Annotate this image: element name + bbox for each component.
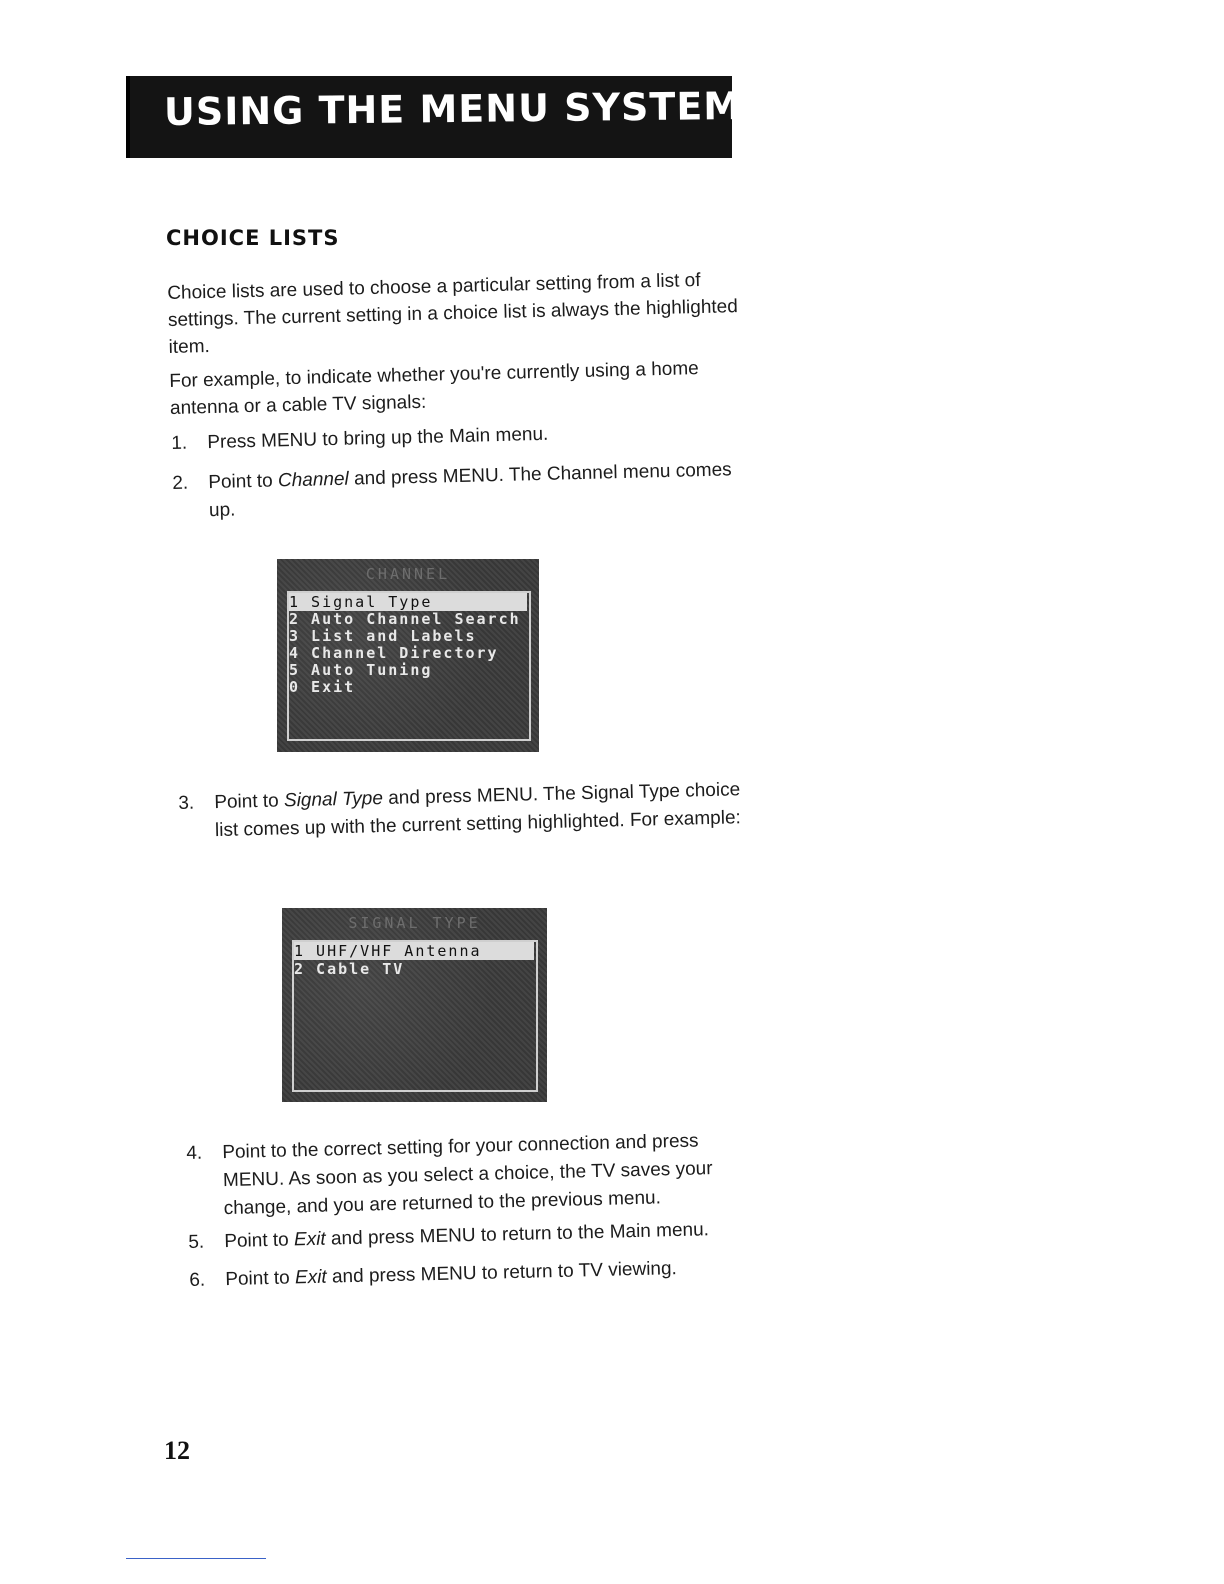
menu-item-reference: Signal Type	[283, 787, 384, 812]
step-number: 1.	[171, 432, 188, 454]
channel-menu-screenshot	[277, 559, 539, 752]
channel-menu-item: 0 Exit	[289, 678, 356, 696]
step-number: 6.	[189, 1269, 206, 1291]
step-text: Point to Exit and press MENU to return to TV viewing.	[225, 1258, 678, 1291]
chapter-title: USING THE MENU SYSTEM	[163, 83, 743, 134]
signal-menu-item: 2 Cable TV	[294, 960, 405, 978]
example-paragraph: For example, to indicate whether you're currently using a home antenna or a cable TV signals:	[169, 358, 699, 419]
step-number: 4.	[186, 1142, 203, 1164]
signal-menu-item: 1 UHF/VHF Antenna	[294, 942, 534, 960]
step-text: Point to Channel and press MENU. The Channel menu comes up.	[208, 459, 732, 522]
step-number: 2.	[172, 472, 189, 494]
step-4	[186, 1127, 728, 1224]
step-number: 3.	[178, 792, 195, 814]
chapter-title-bar	[126, 76, 743, 158]
channel-menu-item: 3 List and Labels	[289, 627, 477, 645]
step-6	[189, 1253, 750, 1295]
intro-paragraph: Choice lists are used to choose a particular setting from a list of settings. The current setting in a choice list is always the highlighted item.	[167, 269, 739, 358]
menu-item-reference: Exit	[294, 1266, 327, 1289]
step-1	[171, 416, 732, 458]
step-2	[172, 456, 741, 526]
step-number: 5.	[188, 1231, 205, 1253]
channel-menu-item: 4 Channel Directory	[289, 644, 499, 662]
channel-menu-title: CHANNEL	[365, 565, 451, 583]
signal-menu-title: SIGNAL TYPE	[348, 914, 481, 932]
step-text: Point to the correct setting for your connection and press MENU. As soon as you select a choice, the TV saves your change, and you are returned to the previous menu.	[222, 1130, 713, 1220]
page-number: 12	[164, 1436, 190, 1465]
menu-item-reference: Exit	[293, 1228, 326, 1251]
step-text: Point to Exit and press MENU to return to the Main menu.	[224, 1219, 710, 1253]
footer-divider	[126, 1558, 266, 1559]
step-3	[178, 776, 749, 846]
channel-menu-item: 1 Signal Type	[289, 593, 527, 611]
signal-type-menu-screenshot	[282, 908, 547, 1102]
channel-menu-item: 2 Auto Channel Search	[289, 610, 521, 628]
channel-menu-item: 5 Auto Tuning	[289, 661, 433, 679]
step-text: Press MENU to bring up the Main menu.	[207, 423, 549, 454]
step-text: Point to Signal Type and press MENU. The Signal Type choice list comes up with the current setting highlighted. For example:	[214, 779, 742, 842]
menu-item-reference: Channel	[277, 468, 350, 492]
section-heading: CHOICE LISTS	[166, 226, 340, 250]
